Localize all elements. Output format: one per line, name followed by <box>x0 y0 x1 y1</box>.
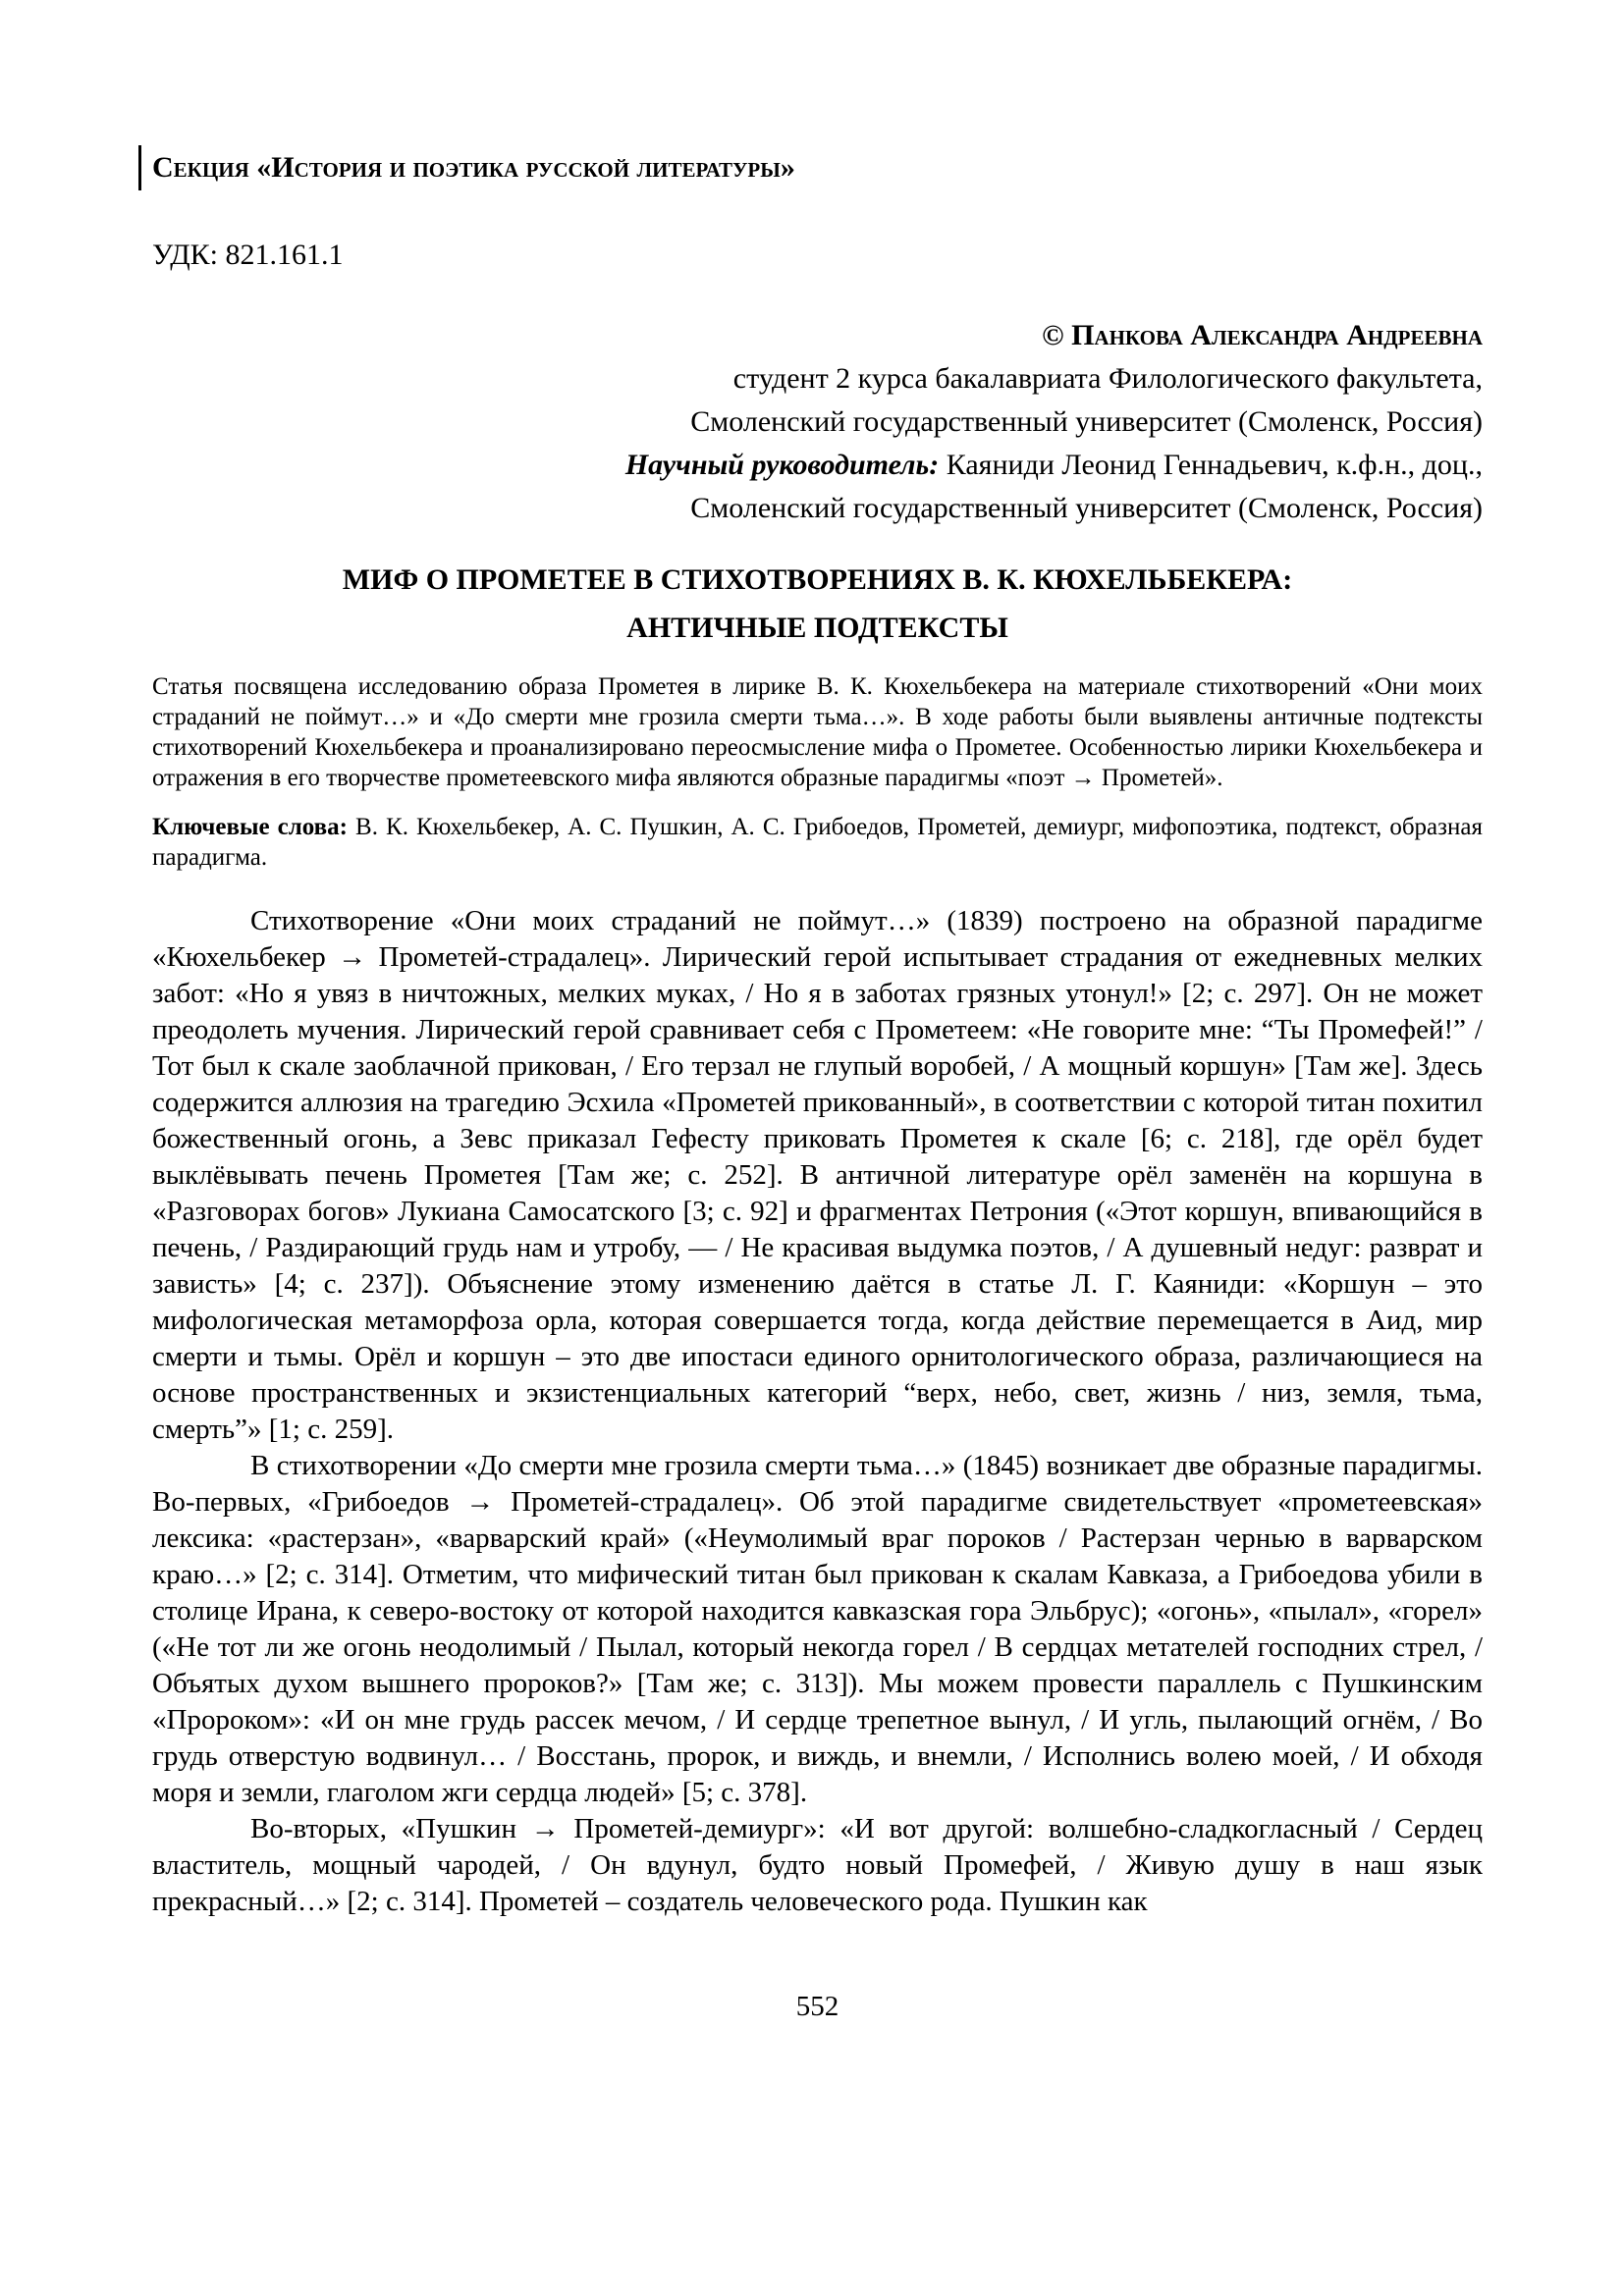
advisor-label: Научный руководитель: <box>624 449 940 481</box>
body-paragraph-3: Во-вторых, «Пушкин → Прометей-демиург»: «И вот другой: волшебно-сладкогласный / Сердец властитель, мощный чародей, / Он вдунул, будто новый Промефей, / Живую душу в наш язык прекрасный…» [2; с. 314]. Прометей – создатель человеческого рода. Пушкин как <box>152 1813 1483 1917</box>
keywords-block <box>152 812 1483 873</box>
body-paragraph-2: В стихотворении «До смерти мне грозила смерти тьма…» (1845) возникает две образные парадигмы. Во-первых, «Грибоедов → Прометей-страдалец». Об этой парадигме свидетельствует «прометеевская» лексика: «растерзан», «варварский край» («Неумолимый враг пороков / Растерзан чернью в варварском краю…» [2; с. 314]. Отметим, что мифический титан был прикован к скалам Кавказа, а Грибоедова убили в столице Ирана, к северо-востоку от которой находится кавказская гора Эльбрус); «огонь», «пылал», «горел» («Не тот ли же огонь неодолимый / Пылал, который некогда горел / В сердцах метателей господних стрел, / Объятых духом вышнего пророков?» [Там же; с. 313]). Мы можем провести параллель с Пушкинским «Пророком»: «И он мне грудь рассек мечом, / И сердце трепетное вынул, / И угль, пылающий огнём, / Во грудь отверстую водвинул… / Восстань, пророк, и виждь, и внемли, / Исполнись волею моей, / И обходя моря и земли, глаголом жги сердца людей» [5; с. 378]. <box>152 1450 1483 1808</box>
page-number: 552 <box>795 1991 839 2022</box>
article-title-line-1: МИФ О ПРОМЕТЕЕ В СТИХОТВОРЕНИЯХ В. К. КЮХЕЛЬБЕКЕРА: <box>342 563 1293 596</box>
author-affiliation-line-1: студент 2 курса бакалавриата Филологического факультета, <box>732 362 1483 395</box>
advisor-line <box>152 444 1483 487</box>
article-title-line-2: АНТИЧНЫЕ ПОДТЕКСТЫ <box>626 612 1008 644</box>
section-header: Секция «История и поэтика русской литературы» <box>138 145 1483 190</box>
keywords-label: Ключевые слова: <box>152 814 348 840</box>
author-name: © Панкова Александра Андреевна <box>1042 319 1483 351</box>
udc-code: УДК: 821.161.1 <box>152 239 344 271</box>
article-title <box>152 556 1483 652</box>
author-affiliation-line-2: Смоленский государственный университет (Смоленск, Россия) <box>690 405 1483 438</box>
abstract-text: Статья посвящена исследованию образа Прометея в лирике В. К. Кюхельбекера на материале стихотворений «Они моих страданий не поймут…» и «До смерти мне грозила смерти тьма…». В ходе работы были выявлены античные подтексты стихотворений Кюхельбекера и проанализировано переосмысление мифа о Прометее. Особенностью лирики Кюхельбекера и отражения в его творчестве прометеевского мифа являются образные парадигмы «поэт → Прометей». <box>152 673 1483 791</box>
keywords-list: В. К. Кюхельбекер, А. С. Пушкин, А. С. Грибоедов, Прометей, демиург, мифопоэтика, подтекст, образная парадигма. <box>152 814 1483 871</box>
advisor-name: Каяниди Леонид Геннадьевич, к.ф.н., доц., <box>939 449 1483 481</box>
author-block <box>152 314 1483 530</box>
page-content <box>152 145 1483 2025</box>
article-body <box>152 903 1483 1920</box>
advisor-affiliation: Смоленский государственный университет (Смоленск, Россия) <box>690 492 1483 524</box>
body-paragraph-1: Стихотворение «Они моих страданий не поймут…» (1839) построено на образной парадигме «Кюхельбекер → Прометей-страдалец». Лирический герой испытывает страдания от ежедневных мелких забот: «Но я увяз в ничтожных, мелких муках, / Но я в заботах грязных утонул!» [2; с. 297]. Он не может преодолеть мучения. Лирический герой сравнивает себя с Прометеем: «Не говорите мне: “Ты Промефей!” / Тот был к скале заоблачной прикован, / Его терзал не глупый воробей, / А мощный коршун» [Там же]. Здесь содержится аллюзия на трагедию Эсхила «Прометей прикованный», в соответствии с которой титан похитил божественный огонь, а Зевс приказал Гефесту приковать Прометея к скале [6; с. 218], где орёл будет выклёвывать печень Прометея [Там же; с. 252]. В античной литературе орёл заменён на коршуна в «Разговорах богов» Лукиана Самосатского [3; с. 92] и фрагментах Петрония («Этот коршун, впивающийся в печень, / Раздирающий грудь нам и утробу, — / Не красивая выдумка поэтов, / А душевный недуг: разврат и зависть» [4; с. 237]). Объяснение этому изменению даётся в статье Л. Г. Каяниди: «Коршун – это мифологическая метаморфоза орла, которая совершается тогда, когда действие перемещается в Аид, мир смерти и тьмы. Орёл и коршун – это две ипостаси единого орнитологического образа, различающиеся на основе пространственных и экзистенциальных категорий “верх, небо, свет, жизнь / низ, земля, тьма, смерть”» [1; с. 259]. <box>152 905 1483 1445</box>
